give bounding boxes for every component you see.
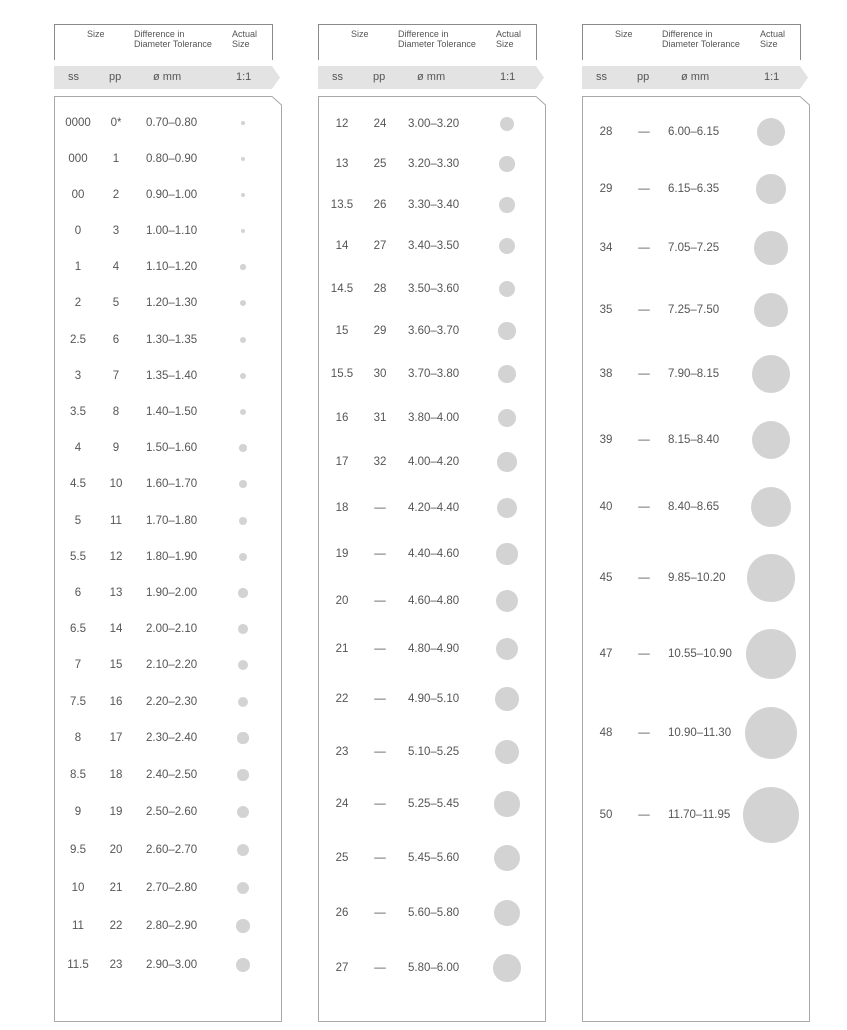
actual-size-circle (239, 480, 247, 488)
actual-size-circle (494, 900, 521, 927)
actual-size-circle (498, 409, 516, 427)
actual-size-circle (240, 337, 246, 343)
band-scale-label: 1:1 (764, 71, 780, 83)
header-difference-line-1: Difference in (398, 29, 449, 39)
header-difference-label (398, 30, 488, 49)
actual-size-circle (241, 157, 245, 161)
actual-size-circle (754, 293, 789, 328)
diameter-tolerance-value: 5.25–5.45 (408, 798, 460, 810)
ss-size-value: 19 (335, 548, 349, 560)
actual-size-circle (499, 156, 514, 171)
ss-size-value: 47 (599, 648, 613, 660)
diameter-tolerance-value: 11.70–11.95 (668, 809, 731, 821)
diameter-tolerance-value: 4.00–4.20 (408, 456, 460, 468)
ss-size-value: 22 (335, 693, 349, 705)
ss-size-value: 1 (74, 261, 82, 273)
actual-size-circle (499, 197, 515, 213)
diameter-tolerance-value: 8.40–8.65 (668, 501, 720, 513)
actual-size-circle (498, 365, 516, 383)
ss-size-value: 28 (599, 126, 613, 138)
diameter-tolerance-value: 5.80–6.00 (408, 962, 460, 974)
diameter-tolerance-value: 2.90–3.00 (146, 959, 198, 971)
band-ss-label: ss (68, 71, 79, 83)
ss-size-value: 34 (599, 242, 613, 254)
ss-size-value: 10 (71, 882, 85, 894)
pp-size-value: 5 (112, 297, 120, 309)
actual-size-circle (499, 281, 516, 298)
pp-size-value: 30 (373, 368, 387, 380)
actual-size-circle (752, 421, 791, 460)
size-column-3 (582, 0, 810, 1030)
diameter-tolerance-value: 2.00–2.10 (146, 623, 198, 635)
diameter-tolerance-value: 3.40–3.50 (408, 240, 460, 252)
table-header (582, 24, 801, 60)
diameter-tolerance-value: 0.80–0.90 (146, 153, 198, 165)
ss-size-value: 13.5 (330, 199, 354, 211)
header-actual-line-1: Actual (496, 29, 522, 39)
ss-size-value: 3 (74, 370, 82, 382)
ss-size-value: 14.5 (330, 283, 354, 295)
ss-size-value: 38 (599, 368, 613, 380)
diameter-tolerance-value: 3.20–3.30 (408, 158, 460, 170)
header-difference-label (134, 30, 224, 49)
actual-size-circle (498, 322, 515, 339)
diameter-tolerance-value: 10.55–10.90 (668, 648, 732, 660)
diameter-tolerance-value: 7.05–7.25 (668, 242, 720, 254)
ss-size-value: 2.5 (70, 334, 86, 346)
header-difference-line-2: Diameter Tolerance (134, 38, 212, 49)
diameter-tolerance-value: 7.90–8.15 (668, 368, 720, 380)
pp-size-value: — (638, 304, 650, 316)
actual-size-circle (239, 517, 247, 525)
band-pp-label: pp (637, 71, 650, 83)
ss-size-value: 00 (71, 189, 85, 201)
actual-size-circle (237, 732, 248, 743)
band-diameter-label: ø mm (681, 71, 710, 83)
pp-size-value: — (638, 434, 650, 446)
pp-size-value: 14 (109, 623, 123, 635)
diameter-tolerance-value: 10.90–11.30 (668, 727, 732, 739)
pp-size-value: 13 (109, 587, 123, 599)
ss-size-value: 14 (335, 240, 349, 252)
header-actual-size-label (760, 30, 798, 49)
pp-size-value: 17 (109, 732, 123, 744)
diameter-tolerance-value: 0.70–0.80 (146, 117, 198, 129)
ss-size-value: 35 (599, 304, 613, 316)
diameter-tolerance-value: 8.15–8.40 (668, 434, 720, 446)
actual-size-circle (236, 958, 250, 972)
ss-size-value: 40 (599, 501, 613, 513)
actual-size-circle (495, 687, 519, 711)
diameter-tolerance-value: 4.20–4.40 (408, 502, 460, 514)
diameter-tolerance-value: 1.60–1.70 (146, 478, 198, 490)
diameter-tolerance-value: 2.20–2.30 (146, 696, 198, 708)
diameter-tolerance-value: 1.20–1.30 (146, 297, 198, 309)
diameter-tolerance-value: 5.45–5.60 (408, 852, 460, 864)
ss-size-value: 4 (74, 442, 82, 454)
header-difference-line-2: Diameter Tolerance (398, 38, 476, 49)
header-actual-line-2: Size (496, 38, 514, 49)
ss-size-value: 21 (335, 643, 349, 655)
actual-size-circle (238, 660, 248, 670)
diameter-tolerance-value: 2.50–2.60 (146, 806, 198, 818)
ss-size-value: 3.5 (70, 406, 86, 418)
actual-size-circle (495, 740, 519, 764)
pp-size-value: 20 (109, 844, 123, 856)
pp-size-value: 1 (112, 153, 120, 165)
pp-size-value: 32 (373, 456, 387, 468)
band-scale-label: 1:1 (236, 71, 252, 83)
pp-size-value: 9 (112, 442, 120, 454)
size-rows (582, 96, 810, 1022)
pp-size-value: 18 (109, 769, 123, 781)
pp-size-value: 11 (110, 515, 122, 527)
pp-size-value: — (638, 242, 650, 254)
header-size-label: Size (615, 29, 633, 39)
pp-size-value: 6 (112, 334, 120, 346)
ss-size-value: 2 (74, 297, 82, 309)
pp-size-value: 26 (373, 199, 387, 211)
ss-size-value: 25 (335, 852, 349, 864)
diameter-tolerance-value: 6.15–6.35 (668, 183, 720, 195)
actual-size-circle (240, 300, 246, 306)
pp-size-value: 28 (373, 283, 387, 295)
actual-size-circle (241, 229, 246, 234)
ss-size-value: 9 (74, 806, 82, 818)
actual-size-circle (240, 409, 247, 416)
ss-size-value: 0 (74, 225, 82, 237)
diameter-tolerance-value: 3.50–3.60 (408, 283, 460, 295)
ss-size-value: 45 (599, 572, 613, 584)
size-table-panel (318, 96, 546, 1022)
pp-size-value: 8 (112, 406, 120, 418)
diameter-tolerance-value: 3.00–3.20 (408, 118, 460, 130)
diameter-tolerance-value: 4.40–4.60 (408, 548, 460, 560)
pp-size-value: — (638, 727, 650, 739)
diameter-tolerance-value: 2.10–2.20 (146, 659, 198, 671)
actual-size-circle (494, 791, 519, 816)
pp-size-value: — (374, 548, 386, 560)
diameter-tolerance-value: 2.60–2.70 (146, 844, 198, 856)
actual-size-circle (241, 121, 245, 125)
ss-size-value: 20 (335, 595, 349, 607)
actual-size-circle (238, 697, 249, 708)
ss-size-value: 000 (68, 153, 88, 165)
diameter-tolerance-value: 0.90–1.00 (146, 189, 198, 201)
pp-size-value: 23 (109, 959, 123, 971)
band-diameter-label: ø mm (153, 71, 182, 83)
header-actual-size-label (496, 30, 534, 49)
ss-size-value: 7.5 (70, 696, 86, 708)
header-difference-line-1: Difference in (662, 29, 713, 39)
ss-size-value: 15.5 (330, 368, 354, 380)
band-ss-label: ss (596, 71, 607, 83)
actual-size-circle (743, 787, 799, 843)
pp-size-value: — (374, 643, 386, 655)
pp-size-value: 12 (109, 551, 123, 563)
diameter-tolerance-value: 1.70–1.80 (146, 515, 198, 527)
ss-size-value: 17 (335, 456, 349, 468)
pp-size-value: 2 (112, 189, 120, 201)
band-diameter-label: ø mm (417, 71, 446, 83)
diameter-tolerance-value: 2.40–2.50 (146, 769, 198, 781)
pp-size-value: — (374, 907, 386, 919)
pp-size-value: — (374, 595, 386, 607)
diameter-tolerance-value: 1.30–1.35 (146, 334, 198, 346)
diameter-tolerance-value: 7.25–7.50 (668, 304, 720, 316)
ss-size-value: 9.5 (70, 844, 86, 856)
diameter-tolerance-value: 1.90–2.00 (146, 587, 198, 599)
pp-size-value: 0* (110, 117, 122, 129)
diameter-tolerance-value: 5.10–5.25 (408, 746, 460, 758)
ss-size-value: 4.5 (70, 478, 86, 490)
pp-size-value: — (374, 798, 386, 810)
actual-size-circle (239, 444, 246, 451)
header-difference-line-1: Difference in (134, 29, 185, 39)
pp-size-value: 4 (112, 261, 120, 273)
column-band (54, 66, 280, 89)
actual-size-circle (237, 844, 249, 856)
ss-size-value: 5 (74, 515, 82, 527)
ss-size-value: 39 (599, 434, 613, 446)
size-table-panel (582, 96, 810, 1022)
pp-size-value: — (638, 183, 650, 195)
header-difference-label (662, 30, 752, 49)
pp-size-value: — (638, 809, 650, 821)
band-pp-label: pp (373, 71, 386, 83)
pp-size-value: — (374, 502, 386, 514)
actual-size-circle (496, 543, 517, 564)
ss-size-value: 50 (599, 809, 613, 821)
diameter-tolerance-value: 1.40–1.50 (146, 406, 198, 418)
size-column-1 (54, 0, 282, 1030)
pp-size-value: 31 (373, 412, 387, 424)
pp-size-value: — (374, 962, 386, 974)
diameter-tolerance-value: 5.60–5.80 (408, 907, 460, 919)
ss-size-value: 18 (335, 502, 349, 514)
ss-size-value: 5.5 (70, 551, 86, 563)
actual-size-circle (238, 624, 248, 634)
diameter-tolerance-value: 1.80–1.90 (146, 551, 198, 563)
pp-size-value: — (374, 746, 386, 758)
actual-size-circle (499, 238, 515, 254)
column-band (582, 66, 808, 89)
ss-size-value: 24 (335, 798, 349, 810)
table-header (318, 24, 537, 60)
diameter-tolerance-value: 1.50–1.60 (146, 442, 198, 454)
pp-size-value: 16 (109, 696, 123, 708)
pp-size-value: 7 (112, 370, 120, 382)
pp-size-value: 22 (109, 920, 123, 932)
diameter-tolerance-value: 2.80–2.90 (146, 920, 198, 932)
actual-size-circle (236, 919, 249, 932)
actual-size-circle (237, 882, 250, 895)
actual-size-circle (240, 373, 246, 379)
actual-size-circle (497, 452, 516, 471)
pp-size-value: 24 (373, 118, 387, 130)
actual-size-circle (237, 769, 249, 781)
actual-size-circle (241, 193, 245, 197)
diameter-tolerance-value: 2.70–2.80 (146, 882, 198, 894)
pp-size-value: 29 (373, 325, 387, 337)
pp-size-value: 25 (373, 158, 387, 170)
header-size-label: Size (351, 29, 369, 39)
actual-size-circle (500, 117, 515, 132)
ss-size-value: 8 (74, 732, 82, 744)
size-rows (54, 96, 282, 1022)
actual-size-circle (496, 590, 518, 612)
actual-size-circle (497, 498, 517, 518)
pp-size-value: — (374, 852, 386, 864)
pp-size-value: 15 (109, 659, 123, 671)
ss-size-value: 8.5 (70, 769, 86, 781)
ss-size-value: 48 (599, 727, 613, 739)
pp-size-value: — (638, 572, 650, 584)
actual-size-circle (238, 588, 247, 597)
header-actual-line-2: Size (232, 38, 250, 49)
band-ss-label: ss (332, 71, 343, 83)
header-actual-line-1: Actual (760, 29, 786, 39)
actual-size-circle (747, 554, 794, 601)
diameter-tolerance-value: 3.70–3.80 (408, 368, 460, 380)
pp-size-value: — (638, 126, 650, 138)
column-band (318, 66, 544, 89)
header-difference-line-2: Diameter Tolerance (662, 38, 740, 49)
actual-size-circle (757, 118, 786, 147)
table-header (54, 24, 273, 60)
actual-size-circle (493, 954, 521, 982)
actual-size-circle (745, 707, 797, 759)
actual-size-circle (752, 355, 790, 393)
diameter-tolerance-value: 4.90–5.10 (408, 693, 460, 705)
pp-size-value: 3 (112, 225, 120, 237)
ss-size-value: 16 (335, 412, 349, 424)
actual-size-circle (494, 845, 520, 871)
actual-size-circle (496, 638, 519, 661)
header-actual-line-1: Actual (232, 29, 258, 39)
ss-size-value: 12 (335, 118, 349, 130)
pp-size-value: 10 (109, 478, 123, 490)
ss-size-value: 6 (74, 587, 82, 599)
actual-size-circle (751, 487, 791, 527)
header-size-label: Size (87, 29, 105, 39)
pp-size-value: — (638, 501, 650, 513)
ss-size-value: 11.5 (67, 959, 89, 971)
diameter-tolerance-value: 3.30–3.40 (408, 199, 460, 211)
ss-size-value: 26 (335, 907, 349, 919)
actual-size-circle (746, 629, 796, 679)
actual-size-circle (756, 174, 785, 203)
header-actual-line-2: Size (760, 38, 778, 49)
ss-size-value: 13 (335, 158, 349, 170)
pp-size-value: — (374, 693, 386, 705)
pp-size-value: — (638, 368, 650, 380)
ss-size-value: 23 (335, 746, 349, 758)
ss-size-value: 7 (74, 659, 82, 671)
diameter-tolerance-value: 3.80–4.00 (408, 412, 460, 424)
diameter-tolerance-value: 9.85–10.20 (668, 572, 726, 584)
actual-size-circle (239, 553, 248, 562)
pp-size-value: 27 (373, 240, 387, 252)
band-scale-label: 1:1 (500, 71, 516, 83)
pp-size-value: 19 (109, 806, 123, 818)
diameter-tolerance-value: 3.60–3.70 (408, 325, 460, 337)
ss-size-value: 11 (72, 920, 84, 932)
ss-size-value: 15 (335, 325, 349, 337)
size-column-2 (318, 0, 546, 1030)
actual-size-circle (240, 264, 245, 269)
pp-size-value: — (638, 648, 650, 660)
ss-size-value: 0000 (65, 117, 91, 129)
diameter-tolerance-value: 1.10–1.20 (146, 261, 198, 273)
actual-size-circle (754, 231, 788, 265)
diameter-tolerance-value: 1.35–1.40 (146, 370, 198, 382)
size-table-panel (54, 96, 282, 1022)
pp-size-value: 21 (109, 882, 123, 894)
diameter-tolerance-value: 2.30–2.40 (146, 732, 198, 744)
actual-size-circle (237, 806, 249, 818)
diameter-tolerance-value: 1.00–1.10 (146, 225, 198, 237)
band-pp-label: pp (109, 71, 122, 83)
ss-size-value: 27 (335, 962, 349, 974)
diameter-tolerance-value: 6.00–6.15 (668, 126, 720, 138)
size-rows (318, 96, 546, 1022)
diameter-tolerance-value: 4.60–4.80 (408, 595, 460, 607)
ss-size-value: 29 (599, 183, 613, 195)
diameter-tolerance-value: 4.80–4.90 (408, 643, 460, 655)
ss-size-value: 6.5 (70, 623, 86, 635)
header-actual-size-label (232, 30, 270, 49)
